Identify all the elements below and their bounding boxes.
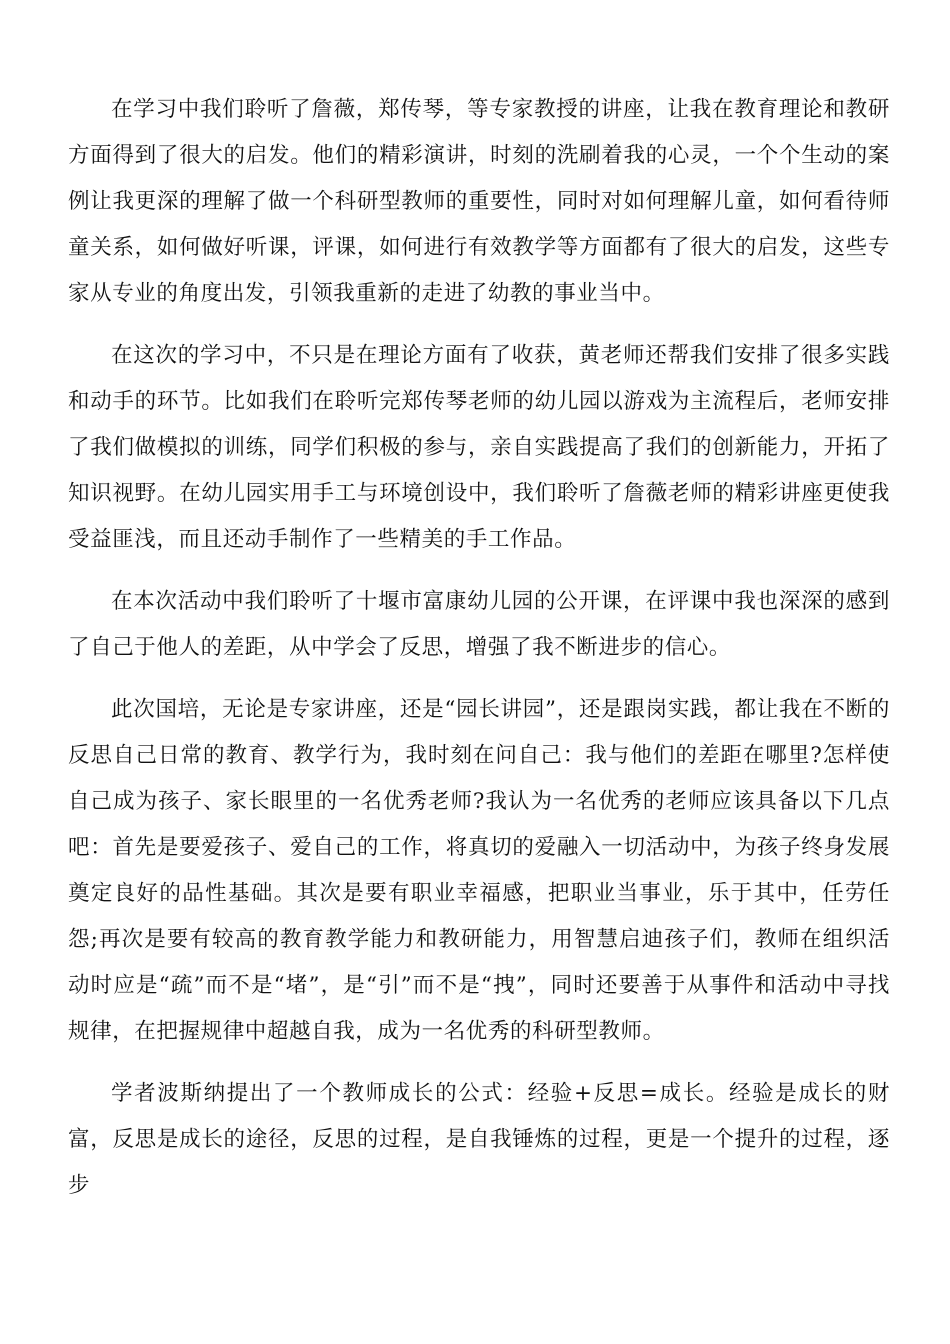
paragraph-1: 在学习中我们聆听了詹薇，郑传琴，等专家教授的讲座，让我在教育理论和教研方面得到了很大的启发。他们的精彩演讲，时刻的洗刷着我的心灵，一个个生动的案例让我更深的理解了做一个科研型教师的重要性，同时对如何理解儿童，如何看待师童关系，如何做好听课，评课，如何进行有效教学等方面都有了很大的启发，这些专家从专业的角度出发，引领我重新的走进了幼教的事业当中。	[68, 97, 890, 306]
paragraph-5: 学者波斯纳提出了一个教师成长的公式：经验+反思=成长。经验是成长的财富，反思是成长的途径，反思的过程，是自我锤炼的过程，更是一个提升的过程，逐步	[68, 1081, 890, 1198]
document-body	[68, 87, 890, 1225]
paragraph-2: 在这次的学习中，不只是在理论方面有了收获，黄老师还帮我们安排了很多实践和动手的环节。比如我们在聆听完郑传琴老师的幼儿园以游戏为主流程后，老师安排了我们做模拟的训练，同学们积极的参与，亲自实践提高了我们的创新能力，开拓了知识视野。在幼儿园实用手工与环境创设中，我们聆听了詹薇老师的精彩讲座更使我受益匪浅，而且还动手制作了一些精美的手工作品。	[68, 343, 890, 552]
paragraph-3: 在本次活动中我们聆听了十堰市富康幼儿园的公开课，在评课中我也深深的感到了自己于他人的差距，从中学会了反思，增强了我不断进步的信心。	[68, 589, 890, 660]
paragraph-4: 此次国培，无论是专家讲座，还是“园长讲园”，还是跟岗实践，都让我在不断的反思自己日常的教育、教学行为，我时刻在问自己：我与他们的差距在哪里?怎样使自己成为孩子、家长眼里的一名优秀老师?我认为一名优秀的老师应该具备以下几点吧：首先是要爱孩子、爱自己的工作，将真切的爱融入一切活动中，为孩子终身发展奠定良好的品性基础。其次是要有职业幸福感，把职业当事业，乐于其中，任劳任怨;再次是要有较高的教育教学能力和教研能力，用智慧启迪孩子们，教师在组织活动时应是“疏”而不是“堵”，是“引”而不是“拽”，同时还要善于从事件和活动中寻找规律，在把握规律中超越自我，成为一名优秀的科研型教师。	[68, 697, 890, 1044]
